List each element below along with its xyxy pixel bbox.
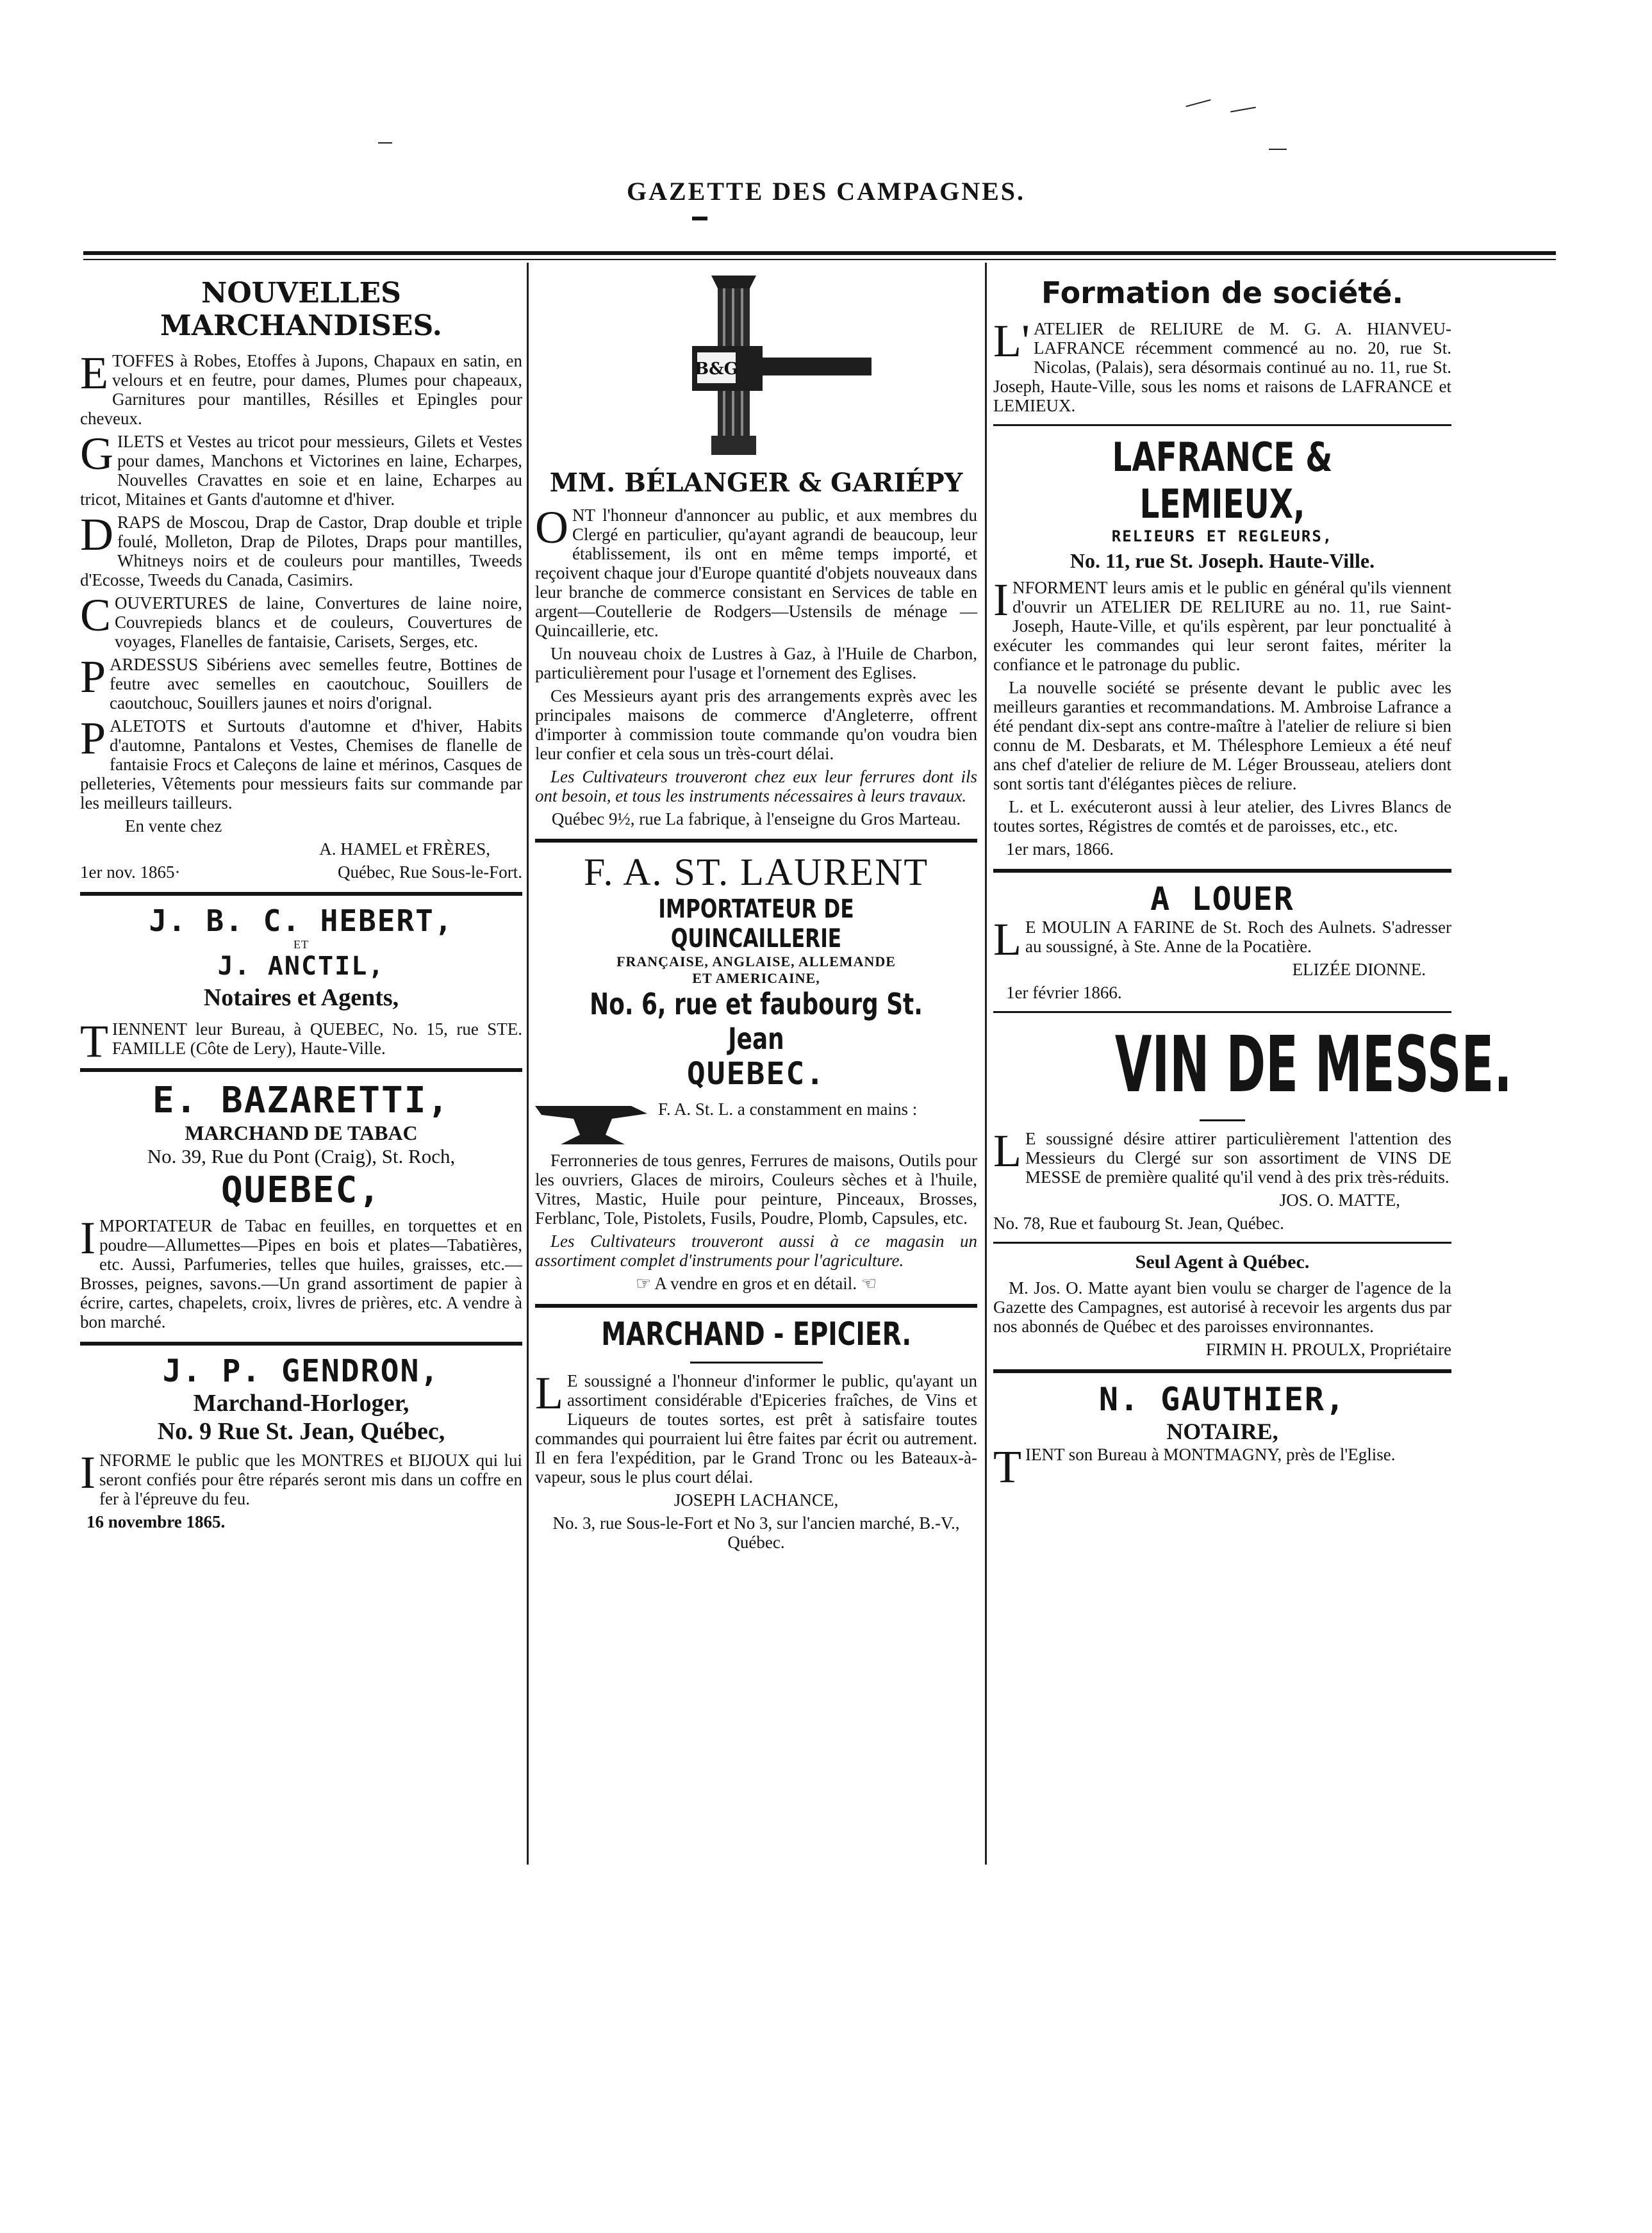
formation-title: Formation de société. — [1041, 276, 1403, 310]
belanger-ad — [535, 276, 977, 828]
nouvelles-sale: En vente chez — [125, 816, 222, 836]
gauthier-body: TIENT son Bureau à MONTMAGNY, près de l'Eglise. — [993, 1441, 1396, 1492]
laurent-p2: Les Cultivateurs trouveront aussi à ce magasin un assortiment complet d'instruments pour l'agriculture. — [535, 1232, 977, 1270]
agent-ad — [993, 1251, 1451, 1359]
ad-separator — [690, 1362, 823, 1364]
column-3 — [993, 269, 1512, 1492]
gendron-ad — [80, 1353, 522, 1531]
vin-title: VIN DE MESSE. — [1114, 1021, 1512, 1110]
bazaretti-address: No. 39, Rue du Pont (Craig), St. Roch, — [147, 1145, 456, 1167]
nouvelles-p3: DRAPS de Moscou, Drap de Castor, Drap double et triple foulé, Molleton, Drap de Pilotes, Draps pour mantilles, Whitneys noirs et de couleurs pour mantilles, Tweeds d'Ecosse, Tweeds du Canada, Casimirs. — [80, 509, 522, 589]
laurent-footer-row — [535, 1274, 977, 1294]
lafrance-date: 1er mars, 1866. — [1006, 839, 1114, 859]
lachance-name: JOSEPH LACHANCE, — [673, 1490, 839, 1510]
lafrance-p1: INFORMENT leurs amis et le public en général qu'ils viennent d'ouvrir un ATELIER DE RELIURE au no. 11, rue Saint-Joseph, Haute-Ville, et qu'ils espèrent, par leur ponctualité à exécuter les commandes qui leur seront faites, mériter la confiance et le patronage du public. — [993, 574, 1451, 674]
nouvelles-seller: A. HAMEL et FRÈRES, — [319, 839, 490, 859]
ad-separator — [535, 1304, 977, 1308]
laurent-ad — [535, 850, 977, 1294]
laurent-origins1: FRANÇAISE, ANGLAISE, ALLEMANDE — [616, 953, 896, 969]
bazaretti-ad — [80, 1080, 522, 1331]
hebert-name2: J. ANCTIL, — [217, 952, 385, 981]
ad-separator — [1200, 1119, 1246, 1121]
hebert-body: TIENNENT leur Bureau, à QUEBEC, No. 15, rue STE. FAMILLE (Côte de Lery), Haute-Ville. — [80, 1016, 522, 1067]
nouvelles-p1: ETOFFES à Robes, Etoffes à Jupons, Chapaux en satin, en velours et en feutre, pour dames, Plumes pour chapeaux, Garnitures pour mantilles, Résilles et Epingles pour cheveux. — [80, 347, 522, 428]
gauthier-ad — [993, 1381, 1451, 1492]
hebert-name1: J. B. C. HEBERT, — [149, 903, 454, 938]
stray-mark — [1269, 149, 1287, 150]
nouvelles-dateline — [80, 862, 522, 882]
nouvelles-ad — [80, 277, 522, 882]
belanger-p3: Ces Messieurs ayant pris des arrangements exprès avec les principales maisons de commerce d'Angleterre, offrent d'importer à commission toute commande qu'on voudra bien leur confier et cela sous un très-court délai. — [535, 686, 977, 763]
gauthier-name: N. GAUTHIER, — [1098, 1381, 1346, 1418]
ad-separator — [993, 1369, 1451, 1373]
hebert-ad — [80, 903, 522, 1067]
agent-body: M. Jos. O. Matte ayant bien voulu se charger de l'agence de la Gazette des Campagnes, est autorisé à recevoir les argents dus par nos abonnés de Québec et des paroisses environnantes. — [993, 1278, 1451, 1336]
louer-date: 1er février 1866. — [1006, 983, 1122, 1002]
ad-separator — [993, 869, 1451, 873]
gendron-address: No. 9 Rue St. Jean, Québec, — [157, 1418, 445, 1445]
nouvelles-p4: COUVERTURES de laine, Convertures de laine noire, Couvrepieds blancs et de couleurs, Couvertures de voyages, Flanelles de fantaisie, Carisets, Serges, etc. — [80, 589, 522, 651]
pointing-hand-icon: ☜ — [861, 1274, 877, 1294]
hebert-subtitle: Notaires et Agents, — [203, 984, 399, 1011]
belanger-address: Québec 9½, rue La fabrique, à l'enseigne du Gros Marteau. — [551, 809, 961, 828]
formation-ad — [993, 276, 1451, 415]
vin-title-wrap — [993, 1021, 1512, 1110]
lachance-address: No. 3, rue Sous-le-Fort et No 3, sur l'ancien marché, B.-V., Québec. — [552, 1513, 960, 1552]
header-rule — [83, 251, 1556, 255]
ad-separator — [535, 839, 977, 843]
lachance-title-wrap — [535, 1315, 977, 1353]
lafrance-p3: L. et L. exécuteront aussi à leur atelier, des Livres Blancs de toutes sortes, Régistres de comtés et de paroisses, etc., etc. — [993, 797, 1451, 836]
laurent-trade: IMPORTATEUR DE QUINCAILLERIE — [658, 894, 854, 953]
ad-separator — [80, 1342, 522, 1346]
masthead: GAZETTE DES CAMPAGNES. — [626, 177, 1025, 206]
ad-separator — [80, 892, 522, 896]
stray-mark — [378, 142, 392, 144]
ad-separator — [993, 1242, 1451, 1244]
laurent-city: QUEBEC. — [686, 1056, 826, 1092]
hammer-illustration — [622, 276, 891, 461]
gendron-trade: Marchand-Horloger, — [193, 1390, 409, 1417]
column-divider — [527, 263, 529, 1865]
anvil-icon — [535, 1100, 650, 1151]
nouvelles-p5: PARDESSUS Sibériens avec semelles feutre, Bottines de feutre avec semelles en caoutchouc, Souillers de caoutchouc, Souillers jaunes et noirs d'orignal. — [80, 651, 522, 713]
belanger-p2: Un nouveau choix de Lustres à Gaz, à l'Huile de Charbon, particulièrement pour l'usage et l'ornement des Eglises. — [535, 644, 977, 682]
belanger-p4: Les Cultivateurs trouveront chez eux leur ferrures dont ils ont besoin, et tous les instruments nécessaires à leurs travaux. — [535, 767, 977, 805]
vin-body: LE soussigné désire attirer particulièrement l'attention des Messieurs du Clergé sur son assortiment de VINS DE MESSE de première qualité qu'il vend à des prix très-réduits. — [993, 1125, 1451, 1187]
gendron-body: INFORME le public que les MONTRES et BIJOUX qui lui seront confiés pour être réparés seront mis dans un coffre en fer à l'épreuve du feu. — [80, 1447, 522, 1508]
laurent-name: F. A. ST. LAURENT — [583, 851, 929, 893]
lafrance-address: No. 11, rue St. Joseph. Haute-Ville. — [1070, 549, 1375, 572]
pointing-hand-icon: ☞ — [635, 1274, 652, 1294]
laurent-trade-wrap — [535, 894, 977, 953]
lachance-ad — [535, 1315, 977, 1552]
laurent-origins2: ET AMERICAINE, — [692, 970, 820, 986]
formation-body: L'ATELIER de RELIURE de M. G. A. HIANVEU-LAFRANCE récemment commencé au no. 20, rue St. Nicolas, (Palais), sera désormais continué au no. 11, rue St. Joseph, Haute-Ville, sous les noms et raisons de LAFRANCE et LEMIEUX. — [993, 315, 1451, 415]
louer-name: ELIZÉE DIONNE. — [1292, 960, 1426, 979]
bazaretti-trade: MARCHAND DE TABAC — [185, 1121, 418, 1144]
column-1 — [80, 269, 522, 1535]
nouvelles-address: Québec, Rue Sous-le-Fort. — [338, 862, 522, 882]
louer-ad — [993, 880, 1451, 1002]
header-rule-thin — [83, 259, 1556, 260]
louer-title: A LOUER — [1150, 880, 1294, 918]
bazaretti-body: IMPORTATEUR de Tabac en feuilles, en torquettes et en poudre—Allumettes—Pipes en bois et plates—Tabatières, etc. Aussi, Parfumeries, telles que huiles, graisses, etc.—Brosses, peignes, savons.—Un grand assortiment de papier à écrire, cartes, chapelets, croix, livres de prières, etc. A vendre à bon marché. — [80, 1212, 522, 1331]
bazaretti-city: QUEBEC, — [220, 1169, 381, 1211]
ad-separator — [80, 1068, 522, 1072]
laurent-address-wrap — [535, 987, 977, 1056]
bazaretti-name: E. BAZARETTI, — [152, 1080, 450, 1121]
laurent-p1: Ferronneries de tous genres, Ferrures de maisons, Outils pour les ouvriers, Glaces de miroirs, Couleurs sèches et à l'huile, Vitres, Mastic, Huile pour peinture, Pinceaux, Brosses, Ferblanc, Tole, Pistolets, Fusils, Poudre, Plomb, Capsules, etc. — [535, 1151, 977, 1228]
stray-mark — [1230, 107, 1256, 113]
belanger-title: MM. BÉLANGER & GARIÉPY — [549, 468, 963, 498]
laurent-intro-row — [535, 1100, 977, 1151]
stray-mark — [1185, 99, 1210, 107]
hebert-et: ET — [293, 938, 309, 951]
gauthier-title: NOTAIRE, — [1166, 1419, 1278, 1444]
nouvelles-p6: PALETOTS et Surtouts d'automne et d'hiver, Habits d'automne, Pantalons et Vestes, Chemises de flanelle de fantaisie Frocs et Caleçons de laine et mérinos, Casques de pelleteries, Vêtements pour messieurs faits sur commande par les meilleurs tailleurs. — [80, 713, 522, 812]
nouvelles-date: 1er nov. 1865· — [80, 862, 181, 882]
lafrance-trade: RELIEURS ET REGLEURS, — [1111, 527, 1334, 545]
ad-separator — [993, 1011, 1451, 1013]
lafrance-name: LAFRANCE & LEMIEUX, — [1112, 434, 1333, 527]
belanger-p1: ONT l'honneur d'annoncer au public, et aux membres du Clergé en particulier, qu'ayant agrandi de beaucoup, leur établissement, ils ont en même temps importé, et reçoivent chaque jour d'Europe quantité d'objets nouveaux dans leur branche de commerce consistant en Services de table en argent—Coutellerie de Rodgers—Ustensils de ménage — Quincaillerie, etc. — [535, 502, 977, 640]
column-divider — [985, 263, 987, 1865]
gendron-date: 16 novembre 1865. — [87, 1512, 226, 1531]
agent-owner: FIRMIN H. PROULX, Propriétaire — [1205, 1340, 1451, 1359]
vin-ad — [993, 1021, 1512, 1233]
vin-name: JOS. O. MATTE, — [1279, 1191, 1400, 1210]
lafrance-name-wrap — [993, 434, 1451, 527]
lachance-title: MARCHAND - EPICIER. — [601, 1315, 911, 1353]
agent-title: Seul Agent à Québec. — [1135, 1251, 1310, 1273]
laurent-address: No. 6, rue et faubourg St. Jean — [590, 987, 923, 1056]
lafrance-ad — [993, 434, 1451, 859]
laurent-intro: F. A. St. L. a constamment en mains : — [658, 1100, 918, 1119]
column-2 — [535, 269, 977, 1556]
masthead-dash — [692, 217, 707, 220]
gendron-name: J. P. GENDRON, — [162, 1353, 440, 1389]
nouvelles-title: NOUVELLES MARCHANDISES. — [160, 277, 442, 342]
lachance-body: LE soussigné a l'honneur d'informer le public, qu'ayant un assortiment considérable d'Epiceries fraîches, de Vins et Liqueurs de toutes sortes, est prêt à satisfaire toutes commandes qui pourraient lui être faites par écrit ou autrement. Il en fera l'expédition, par le Grand Tronc ou les Bateaux-à-vapeur, sous le plus court délai. — [535, 1367, 977, 1487]
ad-separator — [993, 424, 1451, 426]
hammer-logo-text: B&G — [695, 359, 738, 379]
louer-body: LE MOULIN A FARINE de St. Roch des Aulnets. S'adresser au soussigné, à Ste. Anne de la Pocatière. — [993, 914, 1451, 965]
laurent-footer: A vendre en gros et en détail. — [654, 1274, 857, 1293]
vin-address: No. 78, Rue et faubourg St. Jean, Québec. — [993, 1214, 1284, 1233]
lafrance-p2: La nouvelle société se présente devant le public avec les meilleurs garanties et recommandations. M. Ambroise Lafrance a été pendant dix-sept ans contre-maître à l'atelier de reliure si bien connu de M. Desbarats, et M. Thélesphore Lemieux a été neuf ans chef d'atelier de reliure de M. Léger Brousseau, ateliers dont sont sortis tant d'élégantes pièces de reliure. — [993, 678, 1451, 793]
nouvelles-p2: GILETS et Vestes au tricot pour messieurs, Gilets et Vestes pour dames, Manchons et Victorines en laine, Echarpes, Nouvelles Cravattes en soie et en laine, Echarpes au tricot, Mitaines et Gants d'automne et d'hiver. — [80, 428, 522, 509]
